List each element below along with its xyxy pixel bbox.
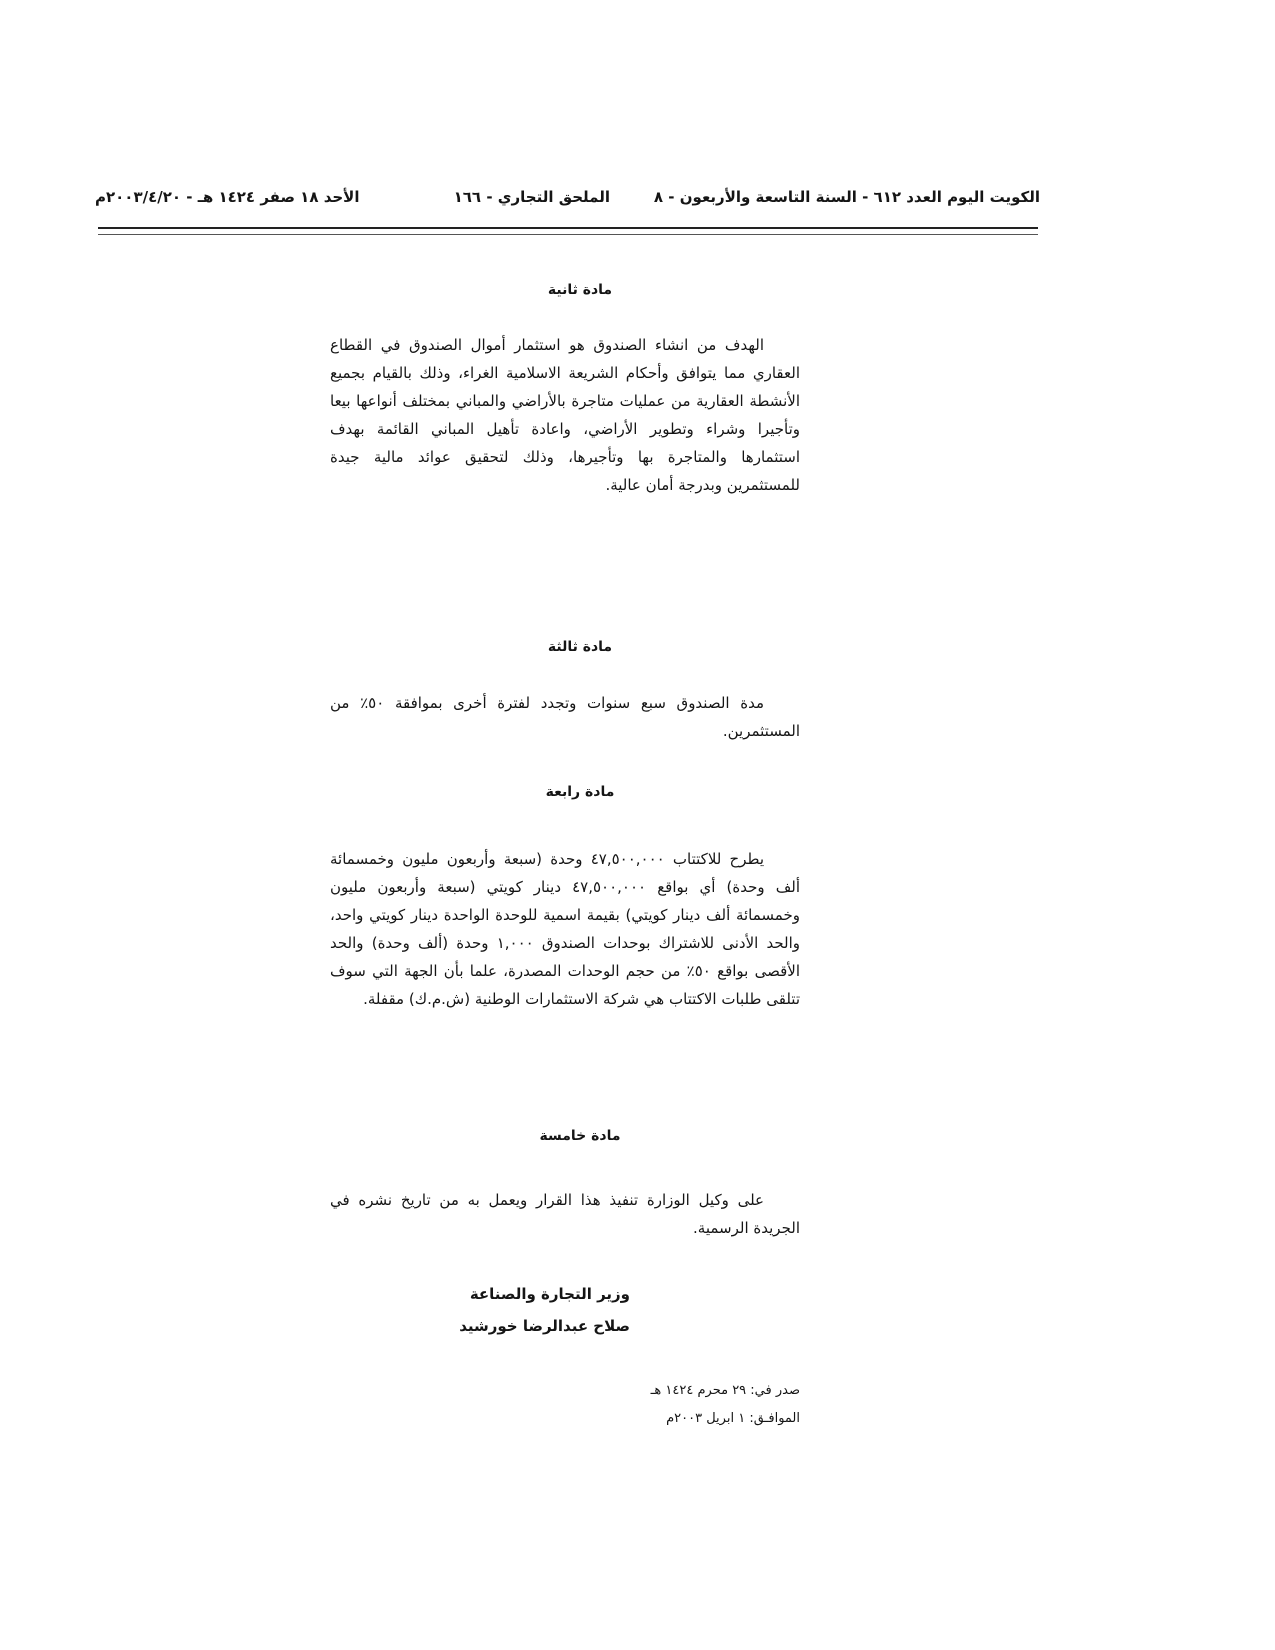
article-5-text: على وكيل الوزارة تنفيذ هذا القرار ويعمل به من تاريخ نشره في الجريدة الرسمية.: [330, 1191, 800, 1237]
header-date: الأحد ١٨ صفر ١٤٢٤ هـ - ٢٠٠٣/٤/٢٠م: [95, 188, 360, 206]
issue-date-block: [570, 1377, 800, 1433]
article-2-title: مادة ثانية: [547, 282, 613, 298]
header-supplement: الملحق التجاري - ١٦٦: [453, 188, 610, 206]
article-4-text: يطرح للاكتتاب ٤٧,٥٠٠,٠٠٠ وحدة (سبعة وأربعون مليون وخمسمائة ألف وحدة) أي بواقع ٤٧,٥٠٠,٠٠٠ دينار كويتي (سبعة وأربعون مليون وخمسمائة ألف دينار كويتي) بقيمة اسمية للوحدة الواحدة دينار كويتي واحد، والحد الأدنى للاشتراك بوحدات الصندوق ١,٠٠٠ وحدة (ألف وحدة) والحد الأقصى بواقع ٥٠٪ من حجم الوحدات المصدرة، علما بأن الجهة التي سوف تتلقى طلبات الاكتتاب هي شركة الاستثمارات الوطنية (ش.م.ك) مقفلة.: [330, 850, 800, 1008]
article-5-title: مادة خامسة: [539, 1128, 621, 1144]
article-3-text: مدة الصندوق سبع سنوات وتجدد لفترة أخرى بموافقة ٥٠٪ من المستثمرين.: [330, 694, 800, 740]
issued-gregorian-date: الموافـق: ١ ابريل ٢٠٠٣م: [666, 1411, 800, 1426]
header-publication: الكويت اليوم العدد ٦١٢ - السنة التاسعة والأربعون - ٨: [653, 188, 1040, 206]
header-rule-thin: [98, 234, 1038, 235]
article-4-title: مادة رابعة: [545, 784, 615, 800]
signatory-name: صلاح عبدالرضا خورشيد: [459, 1317, 630, 1335]
issued-hijri-date: صدر في: ٢٩ محرم ١٤٢٤ هـ: [650, 1383, 800, 1398]
article-2-text: الهدف من انشاء الصندوق هو استثمار أموال الصندوق في القطاع العقاري مما يتوافق وأحكام الشريعة الاسلامية الغراء، وذلك بالقيام بجميع الأنشطة العقارية من عمليات متاجرة بالأراضي والمباني بمختلف أنواعها بيعا وتأجيرا وشراء وتطوير الأراضي، واعادة تأهيل المباني القائمة بهدف استثمارها والمتاجرة بها وتأجيرها، وذلك لتحقيق عوائد مالية جيدة للمستثمرين وبدرجة أمان عالية.: [330, 336, 800, 494]
signatory-position: وزير التجارة والصناعة: [469, 1285, 630, 1303]
article-3-title: مادة ثالثة: [547, 639, 613, 655]
page-header: [95, 188, 1040, 218]
header-rule-thick: [98, 227, 1038, 229]
signature-block: [330, 1278, 630, 1342]
